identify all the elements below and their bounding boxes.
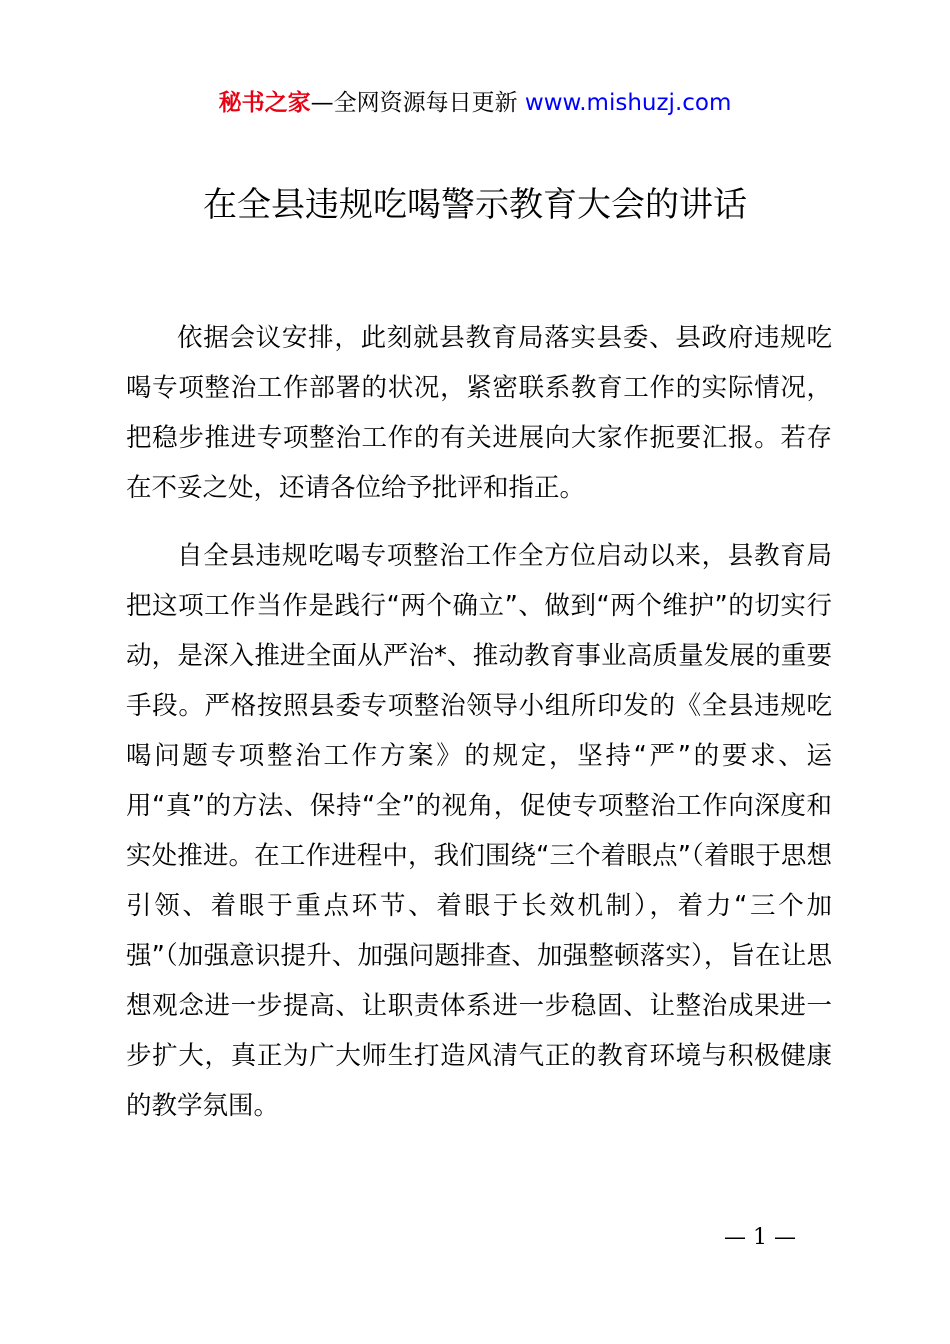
banner-tagline: —全网资源每日更新 <box>310 90 525 116</box>
brand-name: 秘书之家 <box>218 90 311 116</box>
document-title: 在全县违规吃喝警示教育大会的讲话 <box>203 185 747 225</box>
site-url-link[interactable]: www.mishuzj.com <box>524 90 732 116</box>
page-number: — 1 — <box>724 1225 796 1250</box>
site-banner <box>0 86 950 120</box>
paragraph-2: 自全县违规吃喝专项整治工作全方位启动以来，县教育局把这项工作当作是践行“两个确立”、做到“两个维护”的切实行动，是深入推进全面从严治*、推动教育事业高质量发展的重要手段。严格按照县委专项整治领导小组所印发的《全县违规吃喝问题专项整治工作方案》的规定，坚持“严”的要求、运用“真”的方法、保持“全”的视角，促使专项整治工作向深度和实处推进。在工作进程中，我们围绕“三个着眼点”（着眼于思想引领、着眼于重点环节、着眼于长效机制），着力“三个加强”（加强意识提升、加强问题排查、加强整顿落实），旨在让思想观念进一步提高、让职责体系进一步稳固、让整治成果进一步扩大，真正为广大师生打造风清气正的教育环境与积极健康的教学氛围。 <box>126 541 832 1121</box>
paragraph-1: 依据会议安排，此刻就县教育局落实县委、县政府违规吃喝专项整治工作部署的状况，紧密联系教育工作的实际情况，把稳步推进专项整治工作的有关进展向大家作扼要汇报。若存在不妥之处，还请各位给予批评和指正。 <box>126 323 832 503</box>
document-body <box>126 313 832 1149</box>
